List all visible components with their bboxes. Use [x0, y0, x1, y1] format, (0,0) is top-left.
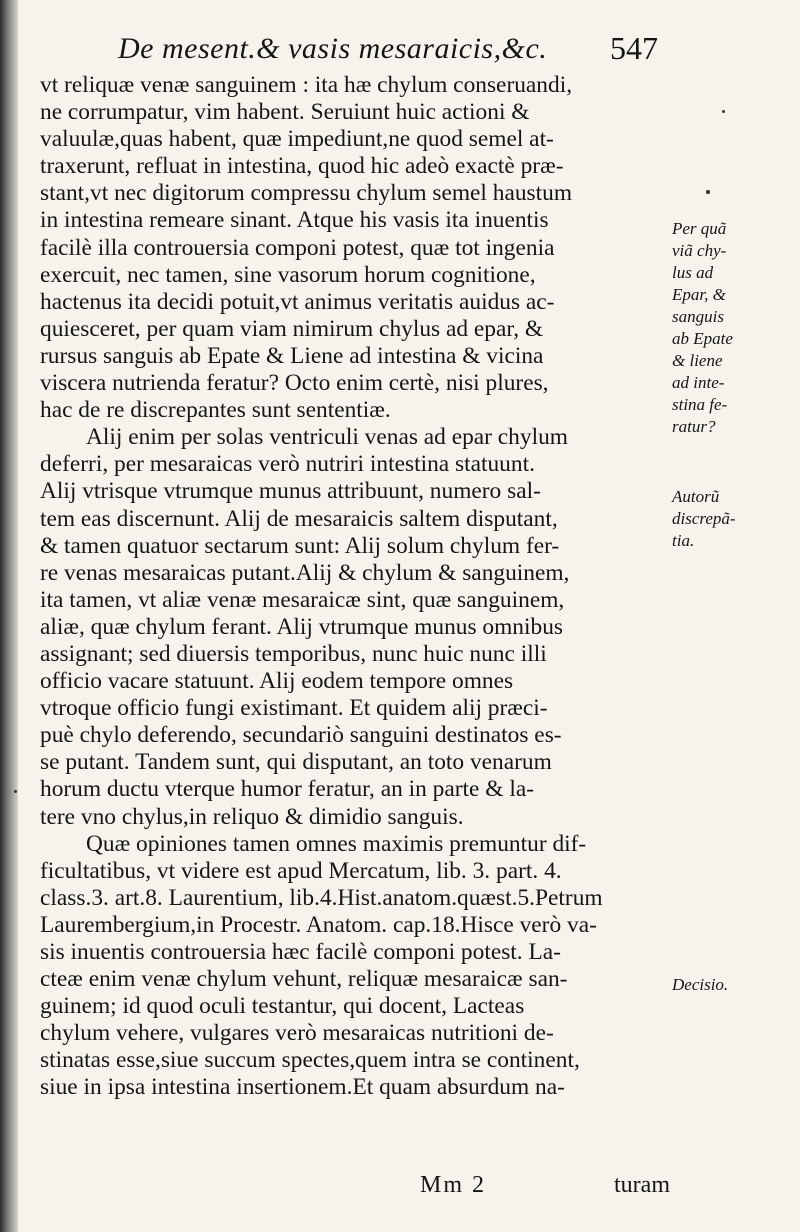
text-line: Laurembergium,in Procestr. Anatom. cap.18.Hisce verò va-	[40, 911, 597, 938]
margin-note-authors-disagree	[672, 486, 782, 552]
text-line: puè chylo deferendo, secundariò sanguini destinatos es-	[40, 722, 562, 749]
text-line: facilè illa controuersia componi potest, quæ tot ingenia	[40, 234, 555, 261]
signature-mark: Mm 2	[420, 1172, 487, 1198]
text-line: ficultatibus, vt videre est apud Mercatum, lib. 3. part. 4.	[40, 857, 562, 884]
margin-note-line: stina fe-	[672, 395, 728, 414]
text-line: hac de re discrepantes sunt sententiæ.	[40, 397, 391, 424]
page-footer	[420, 1172, 670, 1202]
margin-note-line: & liene	[672, 351, 723, 370]
text-line: vt reliquæ venæ sanguinem : ita hæ chylum conseruandi,	[40, 72, 573, 98]
margin-note-line: sanguis	[672, 307, 724, 326]
text-line: chylum vehere, vulgares verò mesaraicas nutritioni de-	[40, 1020, 554, 1047]
text-line: & tamen quatuor sectarum sunt: Alij solum chylum fer-	[40, 532, 560, 559]
margin-note-line: ratur?	[672, 417, 716, 436]
running-title: De mesent.& vasis mesaraicis,&c.	[118, 32, 548, 65]
text-line: re venas mesaraicas putant.Alij & chylum & sanguinem,	[40, 559, 570, 586]
text-line: deferri, per mesaraicas verò nutriri intestina statuunt.	[40, 451, 535, 478]
ink-speck	[722, 110, 725, 113]
text-line: cteæ enim venæ chylum vehunt, reliquæ mesaraicæ san-	[40, 966, 568, 993]
text-line: stant,vt nec digitorum compressu chylum semel haustum	[40, 180, 573, 207]
text-line: horum ductu vterque humor feratur, an in parte & la-	[40, 776, 534, 803]
margin-note-decision	[672, 974, 782, 996]
text-line: vtroque officio fungi existimant. Et quidem alij præci-	[40, 695, 548, 722]
text-line: sis inuentis controuersia hæc facilè componi potest. La-	[40, 939, 561, 965]
text-line: officio vacare statuunt. Alij eodem tempore omnes	[40, 668, 514, 695]
text-line: hactenus ita decidi potuit,vt animus veritatis auidus ac-	[40, 288, 555, 315]
text-line: in intestina remeare sinant. Atque his vasis ita inuentis	[40, 207, 549, 234]
text-line: quiesceret, per quam viam nimirum chylus ad epar, &	[40, 315, 544, 342]
text-line: ita tamen, vt aliæ venæ mesaraicæ sint, quæ sanguinem,	[40, 586, 565, 613]
margin-note-line: ad inte-	[672, 373, 725, 392]
margin-note-line: Decisio.	[672, 975, 729, 994]
text-line: Alij enim per solas ventriculi venas ad epar chylum	[86, 424, 568, 451]
margin-note-line: Autorũ	[672, 487, 720, 506]
text-line: aliæ, quæ chylum ferant. Alij vtrumque munus omnibus	[40, 613, 563, 640]
text-line: assignant; sed diuersis temporibus, nunc huic nunc illi	[40, 640, 547, 667]
margin-note-line: Per quã	[672, 219, 727, 238]
margin-note-chyle-route	[672, 218, 782, 438]
catchword: turam	[614, 1172, 670, 1198]
body-text	[40, 72, 668, 1102]
text-line: valuulæ,quas habent, quæ impediunt,ne quod semel at-	[40, 126, 554, 153]
text-line: tem eas discernunt. Alij de mesaraicis saltem disputant,	[40, 505, 558, 532]
text-line: traxerunt, refluat in intestina, quod hic adeò exactè præ-	[40, 153, 564, 180]
text-line: tere vno chylus,in reliquo & dimidio sanguis.	[40, 803, 464, 830]
text-line: Quæ opiniones tamen omnes maximis premuntur dif-	[86, 830, 587, 857]
margin-note-line: discrepã-	[672, 509, 736, 528]
text-line: se putant. Tandem sunt, qui disputant, an toto venarum	[40, 749, 552, 776]
margin-note-line: lus ad	[672, 263, 714, 282]
text-line: class.3. art.8. Laurentium, lib.4.Hist.anatom.quæst.5.Petrum	[40, 884, 603, 911]
margin-note-line: ab Epate	[672, 329, 733, 348]
text-line: stinatas esse,siue succum spectes,quem intra se continent,	[40, 1047, 580, 1074]
margin-note-line: viã chy-	[672, 241, 727, 260]
text-line: siue in ipsa intestina insertionem.Et quam absurdum na-	[40, 1074, 565, 1101]
margin-note-line: Epar, &	[672, 285, 726, 304]
ink-speck	[14, 790, 17, 793]
text-line: exercuit, nec tamen, sine vasorum horum cognitione,	[40, 261, 536, 288]
text-line: rursus sanguis ab Epate & Liene ad intestina & vicina	[40, 342, 544, 369]
margin-note-line: tia.	[672, 531, 695, 550]
page-header	[118, 30, 658, 70]
text-line: Alij vtrisque vtrumque munus attribuunt, numero sal-	[40, 478, 541, 505]
text-line: ne corrumpatur, vim habent. Seruiunt huic actioni &	[40, 99, 530, 126]
ink-speck	[706, 190, 710, 194]
text-line: viscera nutrienda feratur? Octo enim certè, nisi plures,	[40, 370, 549, 397]
page-gutter-shadow	[0, 0, 18, 1232]
page-number: 547	[610, 30, 658, 66]
text-line: guinem; id quod oculi testantur, qui docent, Lacteas	[40, 993, 525, 1020]
